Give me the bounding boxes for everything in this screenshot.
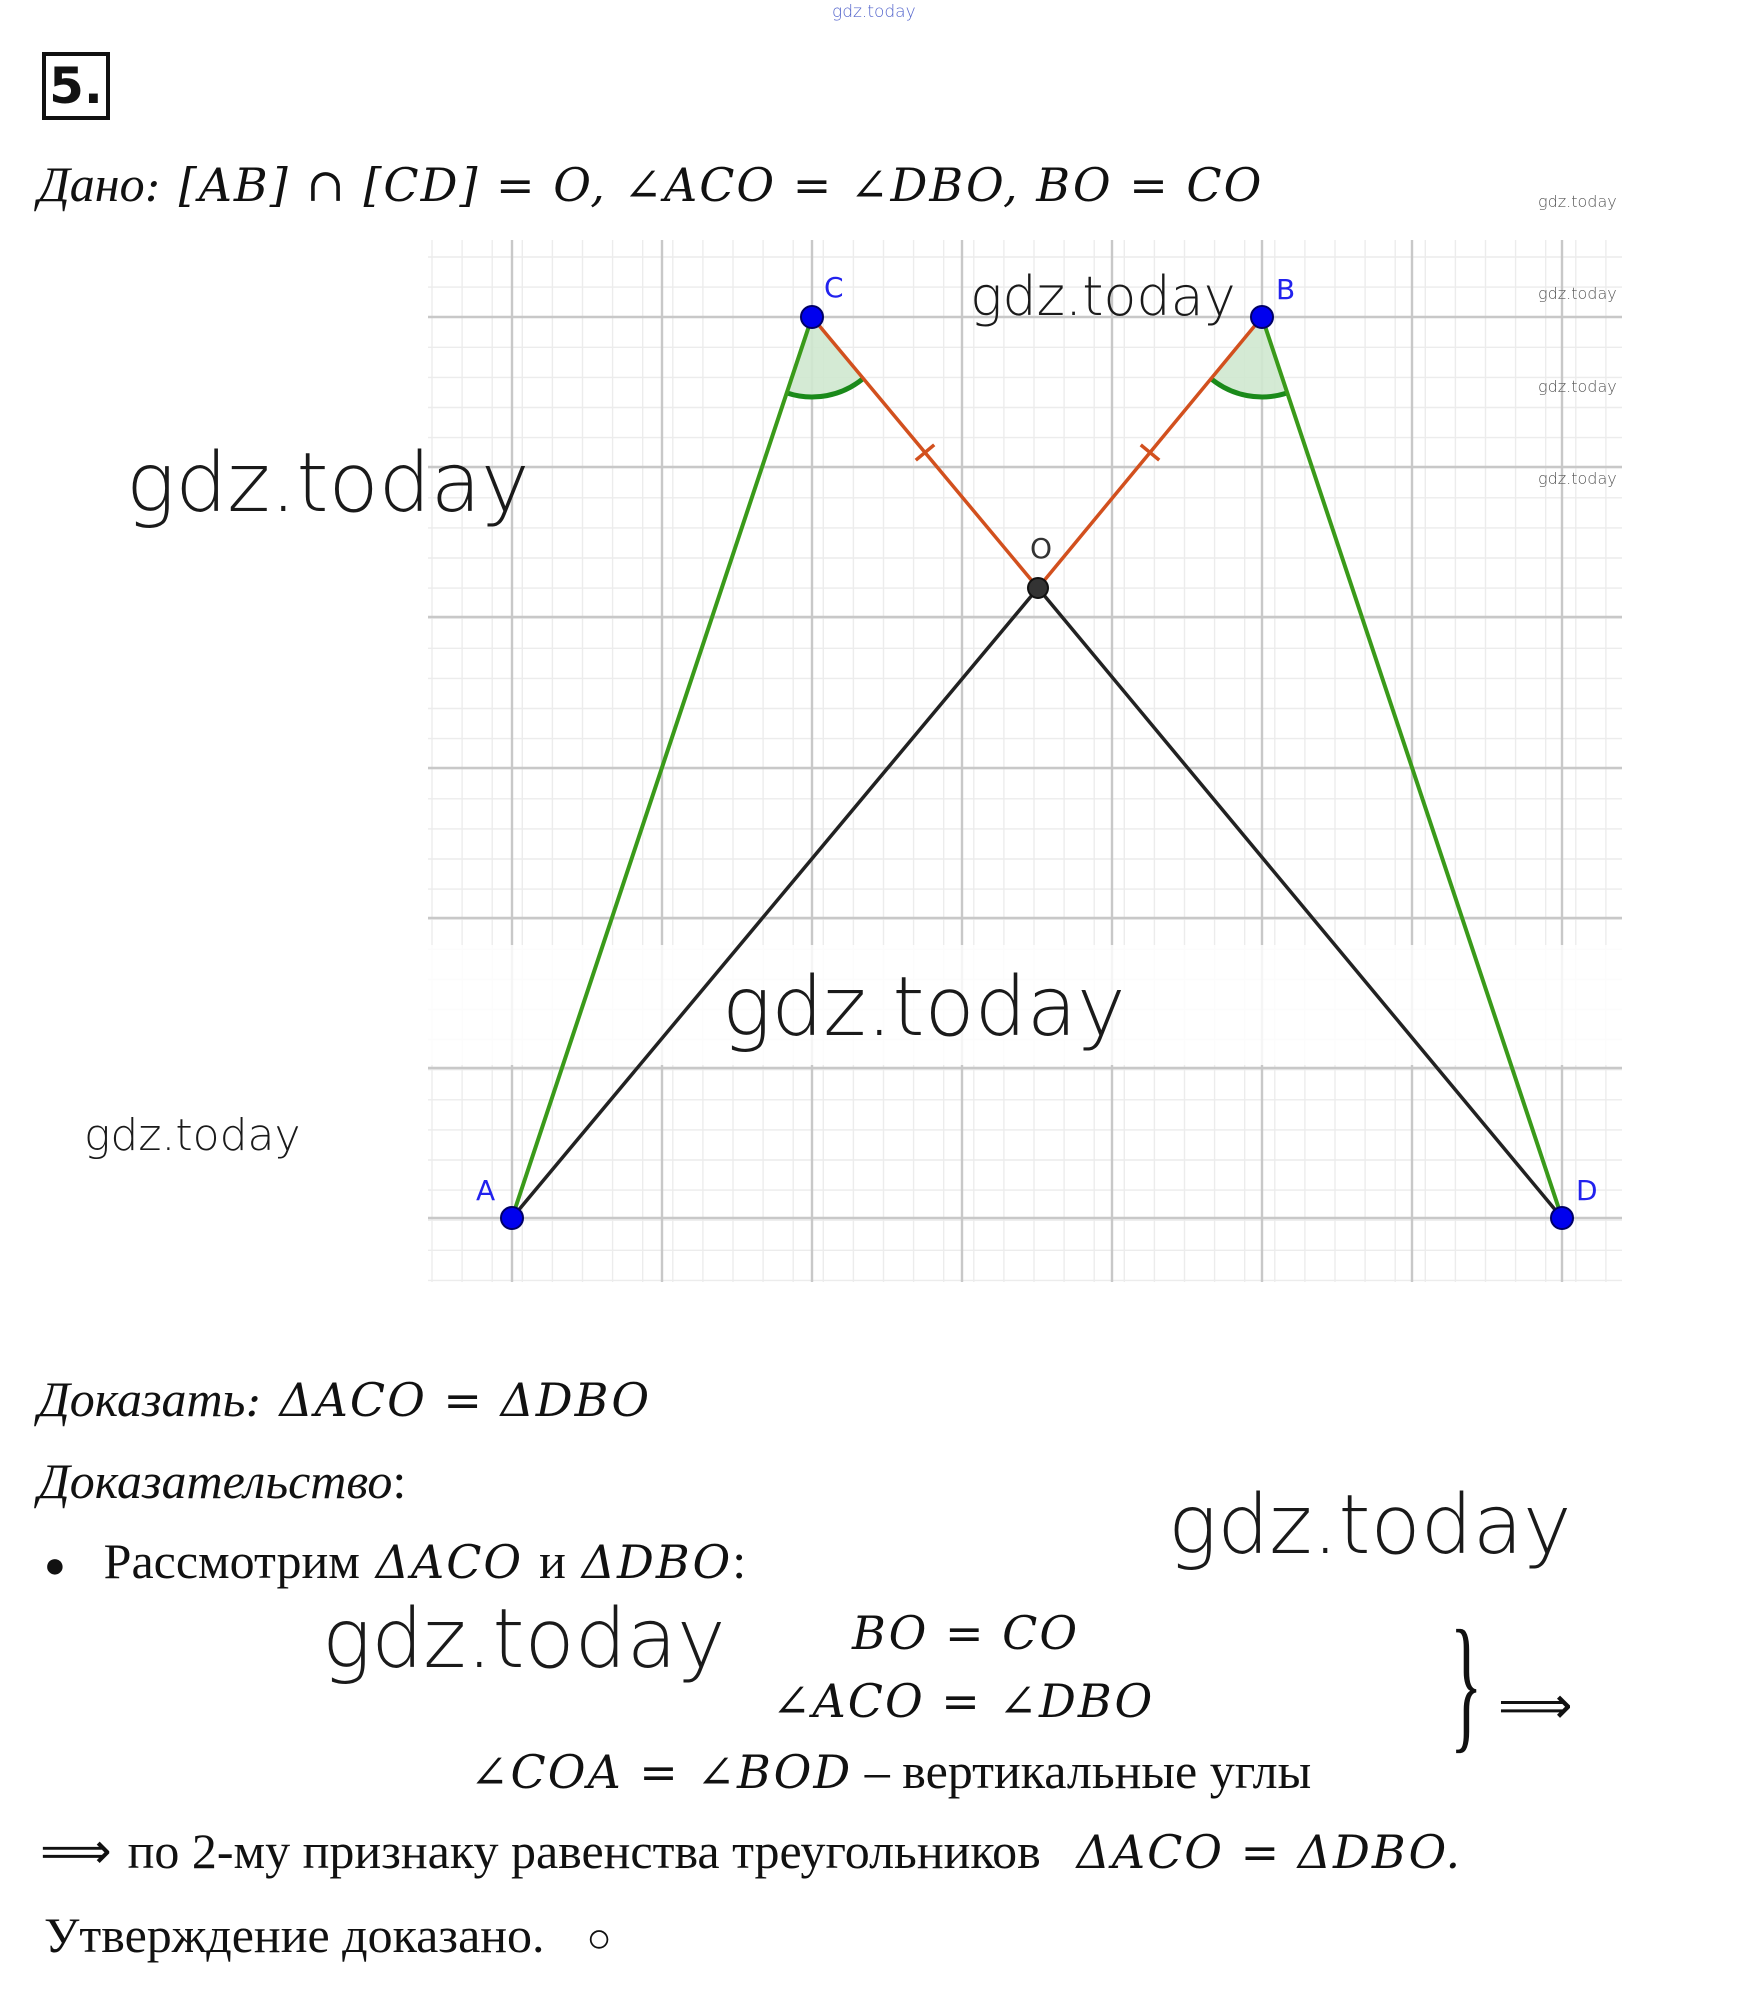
condition-vertical-text: – вертикальные углы — [852, 1743, 1312, 1799]
watermark-large-left: gdz.today — [126, 436, 530, 531]
point-d — [1551, 1207, 1573, 1229]
watermark-proof-right: gdz.today — [1168, 1478, 1572, 1573]
point-c — [801, 306, 823, 328]
proof-label: Доказательство — [38, 1453, 393, 1509]
point-label-c: C — [824, 271, 844, 304]
top-watermark: gdz.today — [832, 2, 916, 22]
condition-vertical — [470, 1742, 1311, 1800]
conclusion-line — [40, 1822, 1462, 1880]
given-label: Дано — [38, 156, 145, 212]
segment-do — [1038, 588, 1562, 1218]
point-label-a: A — [476, 1174, 496, 1207]
implies-arrow: ⟹ — [1498, 1678, 1573, 1735]
given-math: : [AB] ∩ [CD] = O, ∠ACO = ∠DBO, BO = CO — [144, 158, 1264, 212]
point-label-d: D — [1576, 1174, 1598, 1207]
problem-number: 5. — [42, 52, 110, 120]
watermark-right-3: gdz.today — [1538, 377, 1617, 396]
grid — [428, 240, 1622, 1282]
point-a — [501, 1207, 523, 1229]
final-symbol: ○ — [586, 1916, 612, 1962]
consider-tri1: ΔACO — [375, 1535, 524, 1589]
conclusion-text: по 2-му признаку равенства треугольников — [127, 1823, 1041, 1879]
consider-line — [44, 1532, 746, 1590]
proof-colon: : — [392, 1453, 407, 1509]
prove-math: : ΔACO = ΔDBO — [245, 1373, 652, 1427]
watermark-right-1: gdz.today — [1538, 192, 1617, 211]
proof-line — [38, 1452, 406, 1510]
watermark-proof-left: gdz.today — [322, 1592, 726, 1687]
conclusion-arrow: ⟹ — [40, 1823, 112, 1879]
final-line — [44, 1906, 612, 1964]
consider-and: и — [539, 1533, 566, 1589]
final-text: Утверждение доказано. — [44, 1907, 545, 1963]
brace: } — [1450, 1600, 1483, 1766]
prove-label: Доказать — [38, 1371, 246, 1427]
bullet: ● — [44, 1545, 66, 1585]
watermark-right-2: gdz.today — [1538, 284, 1617, 303]
consider-tri2: ΔDBO — [581, 1535, 733, 1589]
segment-ao — [512, 588, 1038, 1218]
watermark-right-4: gdz.today — [1538, 469, 1617, 488]
condition-angles: ∠ACO = ∠DBO — [772, 1674, 1155, 1728]
condition-vertical-math: ∠COA = ∠BOD — [470, 1745, 853, 1799]
point-b — [1251, 306, 1273, 328]
consider-colon: : — [732, 1533, 747, 1589]
point-label-b: B — [1276, 273, 1296, 306]
condition-bo-co: BO = CO — [852, 1606, 1080, 1660]
watermark-figure-center: gdz.today — [722, 960, 1126, 1055]
prove-line — [38, 1370, 651, 1428]
point-o — [1028, 578, 1048, 598]
conclusion-math: ΔACO = ΔDBO. — [1076, 1825, 1463, 1879]
point-label-o: O — [1030, 532, 1053, 565]
watermark-small-left: gdz.today — [84, 1110, 301, 1161]
consider-text: Рассмотрим — [103, 1533, 360, 1589]
watermark-figure-top: gdz.today — [970, 265, 1236, 328]
